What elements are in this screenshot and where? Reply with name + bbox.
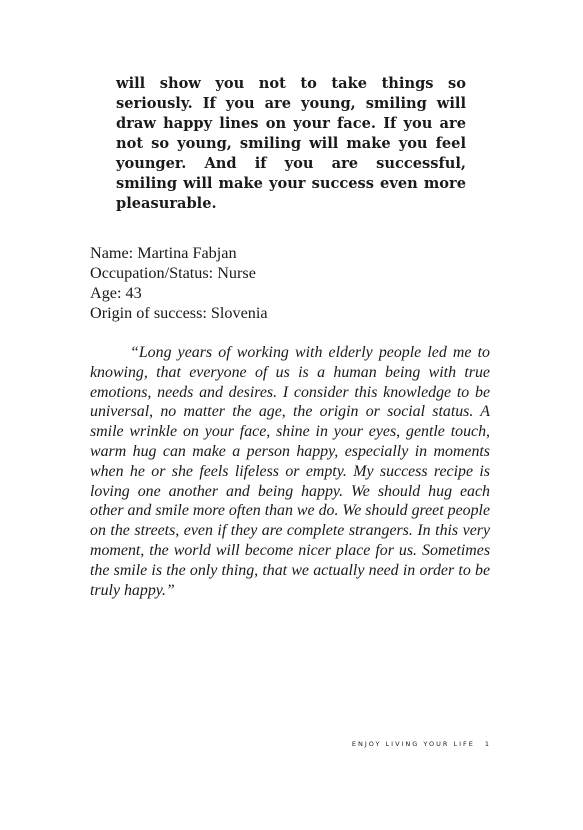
intro-paragraph: will show you not to take things so seriously. If you are young, smiling will draw happy lines on your face. If you are not so young, smiling will make you feel younger. And if you are successful, smiling will make your success even more pleasurable. [116, 75, 466, 212]
page-footer [352, 740, 489, 748]
profile-name: Name: Martina Fabjan [90, 244, 237, 262]
running-title: ENJOY LIVING YOUR LIFE [351, 740, 475, 748]
page-number: 1 [484, 740, 489, 748]
profile-origin: Origin of success: Slovenia [90, 304, 268, 322]
profile-age: Age: 43 [90, 284, 142, 302]
profile-block [90, 243, 490, 323]
testimonial-quote: “Long years of working with elderly people led me to knowing, that everyone of us is a human being with true emotions, needs and desires. I consider this knowledge to be universal, no matter the age, the origin or social status. A smile wrinkle on your face, shine in your eyes, gentle touch, warm hug can make a person happy, especially in moments when he or she feels lifeless or empty. My success recipe is loving one another and being happy. We should hug each other and smile more often than we do. We should greet people on the streets, even if they are complete strangers. In this very moment, the world will become nicer place for us. Sometimes the smile is the only thing, that we actually need in order to be truly happy.” [90, 344, 490, 599]
profile-occupation: Occupation/Status: Nurse [90, 264, 256, 282]
